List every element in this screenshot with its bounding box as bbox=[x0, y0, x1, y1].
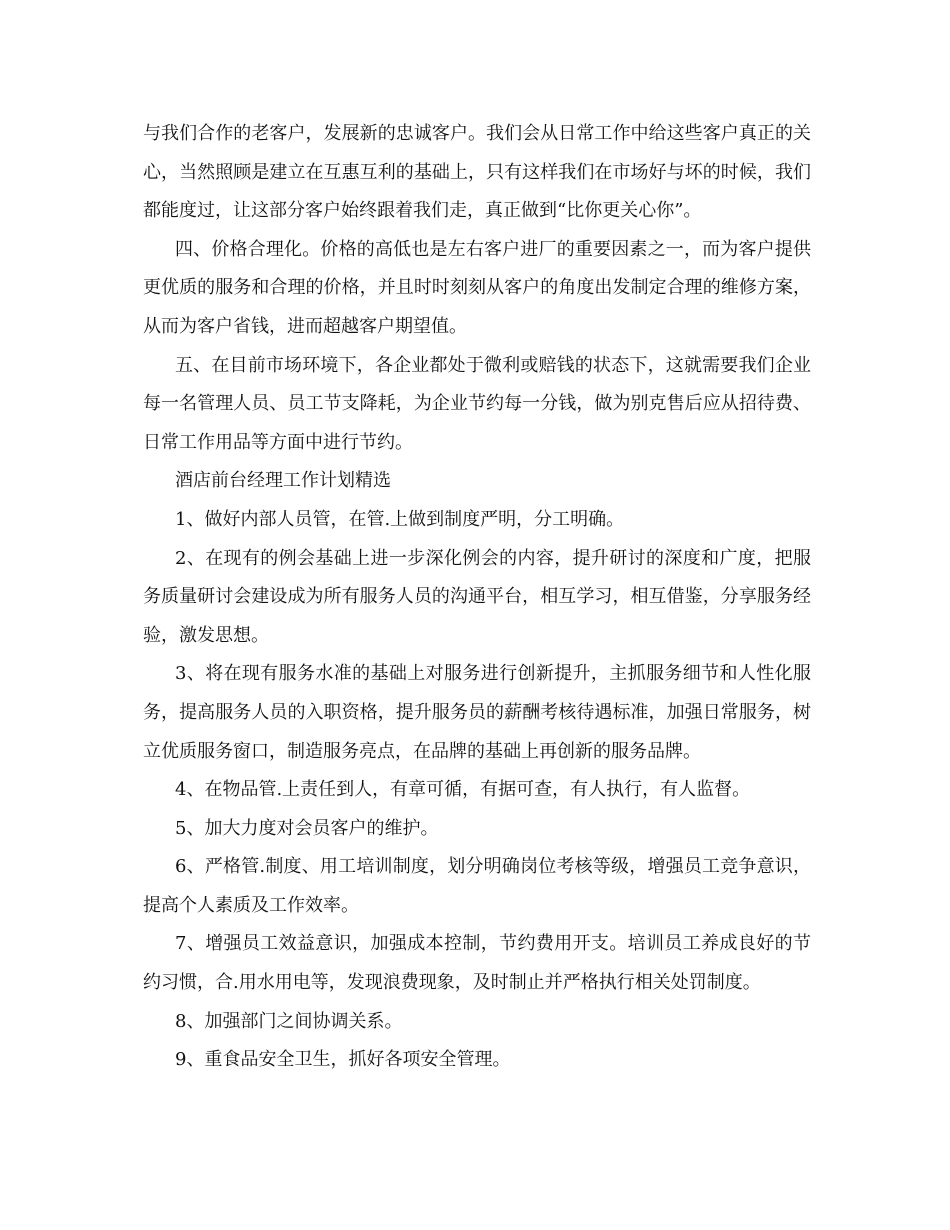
list-item: 8、加强部门之间协调关系。 bbox=[175, 1010, 403, 1032]
list-item: 5、加大力度对会员客户的维护。 bbox=[175, 817, 439, 839]
list-item: 4、在物品管.上责任到人，有章可循，有据可查，有人执行，有人监督。 bbox=[175, 779, 751, 801]
list-item: 1、做好内部人员管，在管.上做到制度严明，分工明确。 bbox=[175, 508, 625, 530]
document-body bbox=[143, 115, 811, 1080]
list-item: 3、将在现有服务水准的基础上对服务进行创新提升，主抓服务细节和人性化服务，提高服务人员的入职资格，提升服务员的薪酬考核待遇标准，加强日常服务，树立优质服务窗口，制造服务亮点，在品牌的基础上再创新的服务品牌。 bbox=[143, 663, 811, 762]
section-heading: 酒店前台经理工作计划精选 bbox=[175, 470, 391, 492]
paragraph-cost-saving: 五、在目前市场环境下，各企业都处于微利或赔钱的状态下，这就需要我们企业每一名管理人员、员工节支降耗，为企业节约每一分钱，做为别克售后应从招待费、日常工作用品等方面中进行节约。 bbox=[143, 354, 811, 453]
list-item: 7、增强员工效益意识，加强成本控制，节约费用开支。培训员工养成良好的节约习惯，合.用水用电等，发现浪费现象，及时制止并严格执行相关处罚制度。 bbox=[143, 933, 811, 994]
paragraph-continuation: 与我们合作的老客户，发展新的忠诚客户。我们会从日常工作中给这些客户真正的关心，当然照顾是建立在互惠互利的基础上，只有这样我们在市场好与坏的时候，我们都能度过，让这部分客户始终跟着我们走，真正做到“比你更关心你”。 bbox=[143, 123, 811, 222]
list-item: 2、在现有的例会基础上进一步深化例会的内容，提升研讨的深度和广度，把服务质量研讨会建设成为所有服务人员的沟通平台，相互学习，相互借鉴，分享服务经验，激发思想。 bbox=[143, 547, 811, 646]
list-item: 9、重食品安全卫生，抓好各项安全管理。 bbox=[175, 1049, 511, 1071]
list-item: 6、严格管.制度、用工培训制度，划分明确岗位考核等级，增强员工竞争意识，提高个人素质及工作效率。 bbox=[143, 856, 811, 916]
paragraph-price: 四、价格合理化。价格的高低也是左右客户进厂的重要因素之一，而为客户提供更优质的服务和合理的价格，并且时时刻刻从客户的角度出发制定合理的维修方案，从而为客户省钱，进而超越客户期望值。 bbox=[143, 238, 811, 337]
